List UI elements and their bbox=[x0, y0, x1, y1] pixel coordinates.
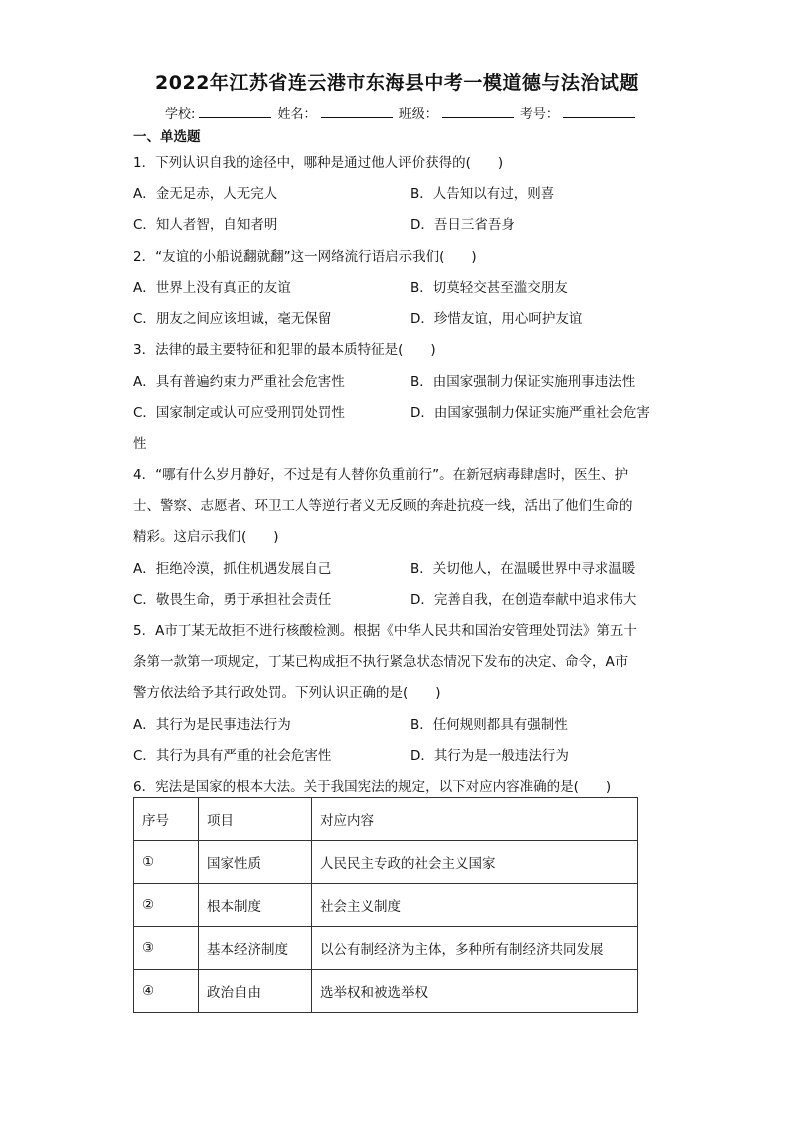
question-4-stem-line-2: 士、警察、志愿者、环卫工人等逆行者义无反顾的奔赴抗疫一线，活出了他们生命的 bbox=[133, 498, 633, 514]
question-4-stem-line-3: 精彩。这启示我们( ) bbox=[133, 529, 279, 545]
q5-option-d: D．其行为是一般违法行为 bbox=[410, 748, 569, 764]
q3-option-c: C．国家制定或认可应受刑罚处罚性 bbox=[133, 405, 345, 421]
table-cell-item: 国家性质 bbox=[199, 841, 312, 884]
number-blank[interactable] bbox=[563, 105, 635, 118]
q4-option-c: C．敬畏生命，勇于承担社会责任 bbox=[133, 592, 332, 608]
name-blank[interactable] bbox=[321, 105, 393, 118]
class-blank[interactable] bbox=[442, 105, 514, 118]
q5-option-b: B．任何规则都具有强制性 bbox=[410, 717, 568, 733]
q4-option-b: B．关切他人，在温暖世界中寻求温暖 bbox=[410, 561, 636, 577]
table-row bbox=[134, 884, 638, 927]
q5-option-c: C．其行为具有严重的社会危害性 bbox=[133, 748, 332, 764]
q4-option-a: A．拒绝冷漠，抓住机遇发展自己 bbox=[133, 561, 332, 577]
table-cell-number: ④ bbox=[134, 970, 199, 1013]
section-title: 一、单选题 bbox=[133, 129, 201, 145]
question-6-stem: 6．宪法是国家的根本大法。关于我国宪法的规定，以下对应内容准确的是( ) bbox=[133, 779, 612, 795]
class-label: 班级： bbox=[398, 107, 438, 122]
q1-option-d: D．吾日三省吾身 bbox=[410, 217, 515, 233]
table-header-cell: 序号 bbox=[134, 798, 199, 841]
table-header-cell: 对应内容 bbox=[312, 798, 638, 841]
question-1-stem: 1．下列认识自我的途径中，哪种是通过他人评价获得的( ) bbox=[133, 155, 504, 171]
q3-option-b: B．由国家强制力保证实施刑事违法性 bbox=[410, 374, 636, 390]
table-cell-content: 选举权和被选举权 bbox=[312, 970, 638, 1013]
table-cell-content: 社会主义制度 bbox=[312, 884, 638, 927]
table-cell-item: 基本经济制度 bbox=[199, 927, 312, 970]
question-2-stem: 2．“友谊的小船说翻就翻”这一网络流行语启示我们( ) bbox=[133, 249, 477, 265]
q3-option-a: A．具有普遍约束力严重社会危害性 bbox=[133, 374, 345, 390]
table-cell-content: 人民民主专政的社会主义国家 bbox=[312, 841, 638, 884]
q2-option-a: A．世界上没有真正的友谊 bbox=[133, 280, 291, 296]
exam-title: 2022年江苏省连云港市东海县中考一模道德与法治试题 bbox=[155, 72, 639, 94]
q3-option-d-overflow: 性 bbox=[133, 436, 147, 452]
table-row bbox=[134, 927, 638, 970]
q3-option-d: D．由国家强制力保证实施严重社会危害 bbox=[410, 405, 650, 421]
table-cell-number: ② bbox=[134, 884, 199, 927]
number-label: 考号： bbox=[519, 107, 559, 122]
school-blank[interactable] bbox=[199, 105, 271, 118]
q1-option-a: A．金无足赤，人无完人 bbox=[133, 186, 278, 202]
q1-option-b: B．人告知以有过，则喜 bbox=[410, 186, 555, 202]
q2-option-c: C．朋友之间应该坦诚，毫无保留 bbox=[133, 311, 332, 327]
table-cell-number: ③ bbox=[134, 927, 199, 970]
q4-option-d: D．完善自我，在创造奉献中追求伟大 bbox=[410, 592, 637, 608]
table-cell-number: ① bbox=[134, 841, 199, 884]
table-header-row bbox=[134, 798, 638, 841]
question-3-stem: 3．法律的最主要特征和犯罪的最本质特征是( ) bbox=[133, 342, 436, 358]
school-label: 学校: bbox=[165, 107, 196, 122]
table-header-cell: 项目 bbox=[199, 798, 312, 841]
q1-option-c: C．知人者智，自知者明 bbox=[133, 217, 278, 233]
q2-option-d: D．珍惜友谊，用心呵护友谊 bbox=[410, 311, 583, 327]
q5-option-a: A．其行为是民事违法行为 bbox=[133, 717, 291, 733]
name-label: 姓名： bbox=[277, 107, 317, 122]
table-row bbox=[134, 970, 638, 1013]
table-cell-item: 政治自由 bbox=[199, 970, 312, 1013]
question-4-stem-line-1: 4．“哪有什么岁月静好，不过是有人替你负重前行”。在新冠病毒肆虐时，医生、护 bbox=[133, 467, 629, 483]
question-5-stem-line-2: 条第一款第一项规定，丁某已构成拒不执行紧急状态情况下发布的决定、命令，A市 bbox=[133, 654, 629, 670]
student-info-line bbox=[165, 103, 637, 122]
table-cell-item: 根本制度 bbox=[199, 884, 312, 927]
question-5-stem-line-1: 5．A市丁某无故拒不进行核酸检测。根据《中华人民共和国治安管理处罚法》第五十 bbox=[133, 623, 637, 639]
table-cell-content: 以公有制经济为主体，多种所有制经济共同发展 bbox=[312, 927, 638, 970]
question-5-stem-line-3: 警方依法给予其行政处罚。下列认识正确的是( ) bbox=[133, 685, 441, 701]
table-row bbox=[134, 841, 638, 884]
constitution-table bbox=[133, 797, 638, 1013]
q2-option-b: B．切莫轻交甚至滥交朋友 bbox=[410, 280, 568, 296]
